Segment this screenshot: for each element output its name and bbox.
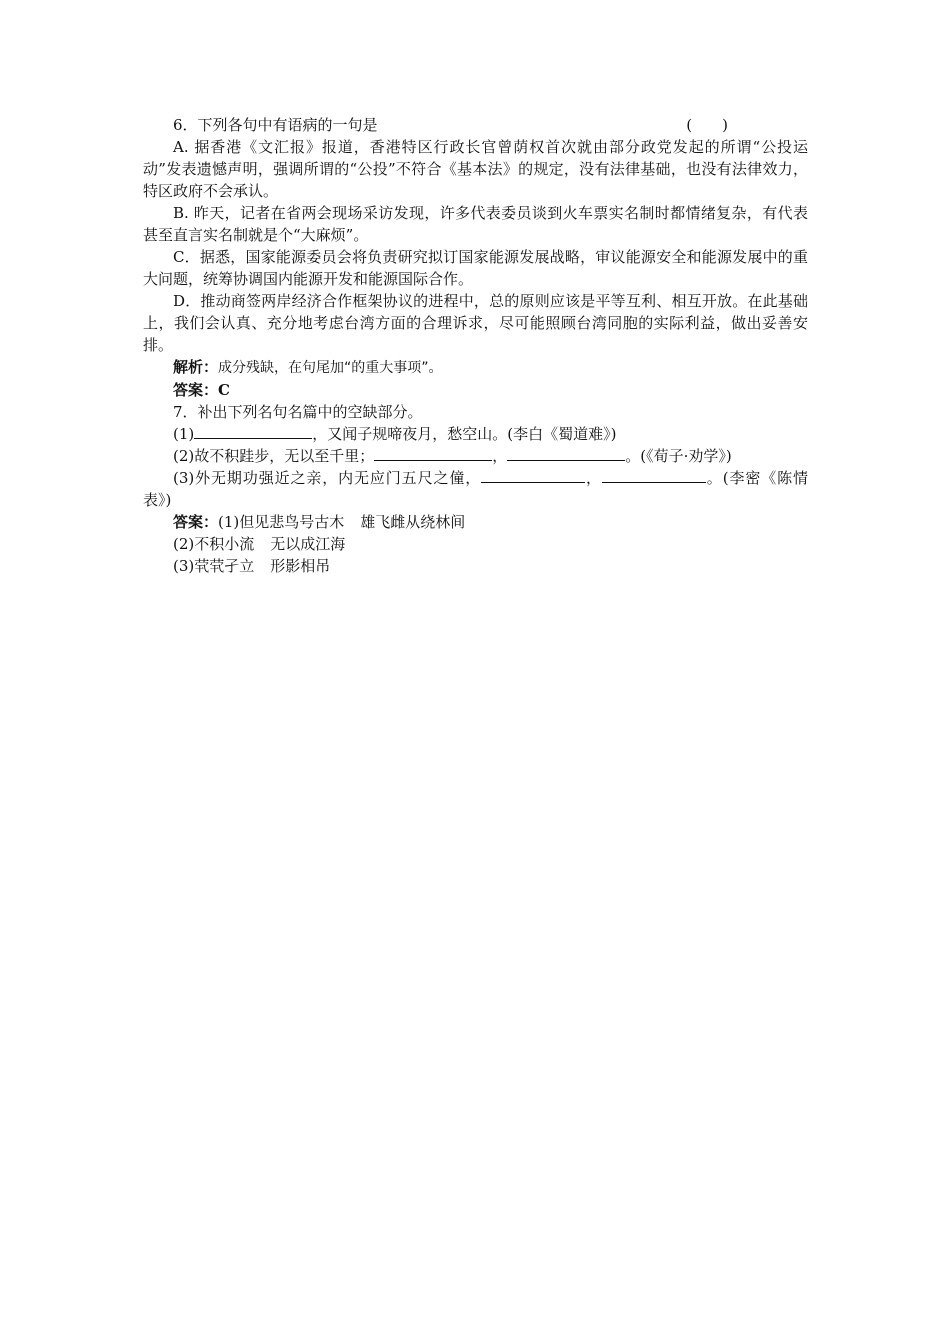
question-7-answer-1 bbox=[143, 511, 808, 533]
item-3-text: (3)外无期功强近之亲，内无应门五尺之僮， bbox=[173, 469, 482, 487]
item-1-text: ，又闻子规啼夜月，愁空山。(李白《蜀道难》) bbox=[312, 425, 617, 443]
fill-blank[interactable] bbox=[374, 445, 492, 461]
question-7-answer-3 bbox=[143, 555, 808, 577]
item-2-separator: ， bbox=[492, 447, 508, 465]
answer-label: 答案： bbox=[173, 513, 219, 531]
answer-1-part-a: 但见悲鸟号古木 bbox=[239, 513, 345, 531]
fill-blank[interactable] bbox=[481, 467, 585, 483]
fill-blank[interactable] bbox=[507, 445, 625, 461]
item-1-number: (1) bbox=[173, 425, 195, 443]
answer-value: C bbox=[218, 381, 230, 399]
fill-blank[interactable] bbox=[602, 467, 706, 483]
analysis-text: 成分残缺，在句尾加“的重大事项”。 bbox=[218, 360, 443, 376]
document-page bbox=[143, 114, 808, 577]
item-3-source: 。(李密《陈情表》) bbox=[143, 469, 808, 509]
option-b: B. 昨天，记者在省两会现场采访发现，许多代表委员谈到火车票实名制时都情绪复杂，有代表甚至直言实名制就是个“大麻烦”。 bbox=[143, 204, 808, 244]
answer-3-number: (3) bbox=[173, 557, 195, 575]
item-3-separator: ， bbox=[585, 469, 602, 487]
answer-1-part-b: 雄飞雌从绕林间 bbox=[360, 513, 466, 531]
analysis-label: 解析： bbox=[173, 358, 219, 376]
question-6-text: 6．下列各句中有语病的一句是 bbox=[173, 116, 378, 134]
answer-label: 答案： bbox=[173, 381, 219, 399]
question-6-analysis bbox=[143, 356, 808, 379]
fill-blank[interactable] bbox=[194, 423, 312, 439]
answer-2-part-a: 不积小流 bbox=[194, 535, 255, 553]
question-7-item-2 bbox=[143, 445, 808, 467]
question-6-stem bbox=[143, 114, 808, 136]
item-2-source: 。(《荀子·劝学》) bbox=[625, 447, 732, 465]
item-2-text: (2)故不积跬步，无以至千里； bbox=[173, 447, 375, 465]
option-d: D．推动商签两岸经济合作框架协议的进程中，总的原则应该是平等互利、相互开放。在此基础上，我们会认真、充分地考虑台湾方面的合理诉求，尽可能照顾台湾同胞的实际利益，做出妥善安排。 bbox=[143, 292, 808, 354]
question-7-stem: 7．补出下列名句名篇中的空缺部分。 bbox=[173, 403, 423, 421]
question-7-answer-2 bbox=[143, 533, 808, 555]
question-7-item-3 bbox=[143, 467, 808, 511]
answer-1-number: (1) bbox=[218, 513, 240, 531]
answer-bracket: ( ) bbox=[686, 116, 728, 134]
answer-2-part-b: 无以成江海 bbox=[270, 535, 346, 553]
option-a: A. 据香港《文汇报》报道，香港特区行政长官曾荫权首次就由部分政党发起的所谓“公投运动”发表遗憾声明，强调所谓的“公投”不符合《基本法》的规定，没有法律基础，也没有法律效力，特区政府不会承认。 bbox=[143, 138, 808, 200]
answer-3-part-b: 形影相吊 bbox=[270, 557, 331, 575]
answer-2-number: (2) bbox=[173, 535, 195, 553]
question-7-item-1 bbox=[143, 423, 808, 445]
question-6-answer bbox=[143, 379, 808, 401]
answer-3-part-a: 茕茕孑立 bbox=[194, 557, 255, 575]
option-c: C．据悉，国家能源委员会将负责研究拟订国家能源发展战略，审议能源安全和能源发展中的重大问题，统筹协调国内能源开发和能源国际合作。 bbox=[143, 248, 808, 288]
